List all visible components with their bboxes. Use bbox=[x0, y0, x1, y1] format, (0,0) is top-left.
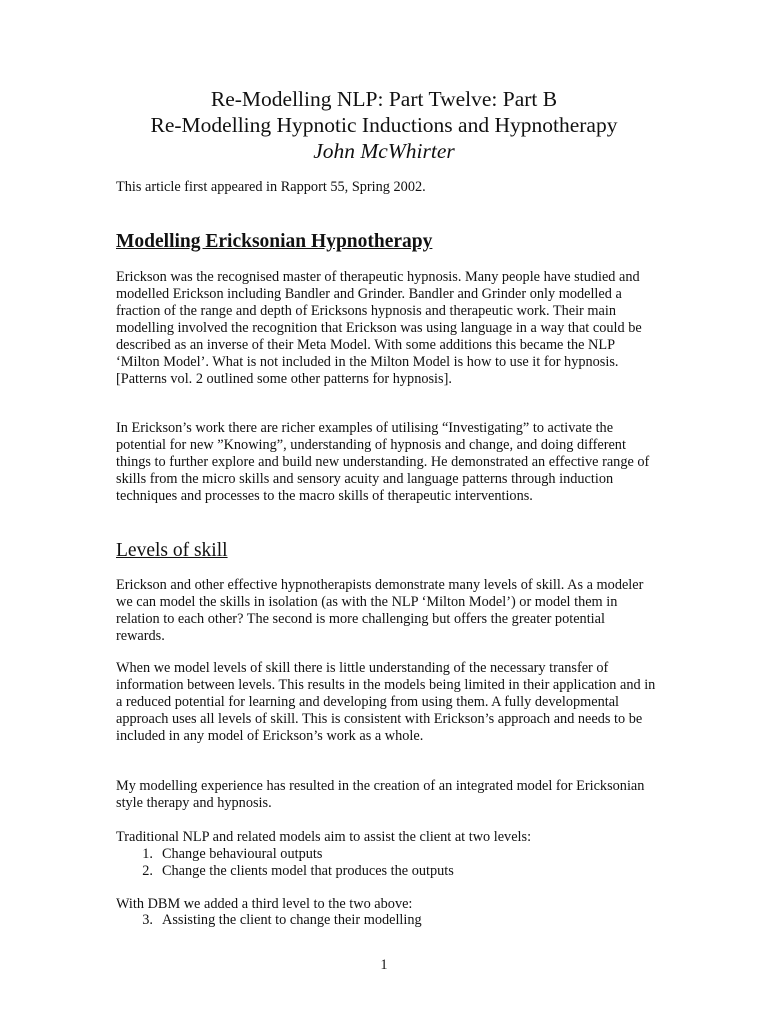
list-item-number: 2. bbox=[142, 863, 153, 879]
paragraph: My modelling experience has resulted in the creation of an integrated model for Ericksonian style therapy and hypnosis. bbox=[116, 778, 645, 811]
list-item-number: 1. bbox=[142, 846, 153, 862]
section-heading-levels: Levels of skill bbox=[116, 540, 228, 561]
list-item bbox=[116, 846, 656, 863]
numbered-list-dbm bbox=[116, 912, 656, 929]
paragraph: Traditional NLP and related models aim to assist the client at two levels: bbox=[116, 829, 532, 845]
list-item-text: Change behavioural outputs bbox=[162, 846, 323, 862]
list-item-text: Assisting the client to change their modelling bbox=[162, 912, 422, 928]
list-item bbox=[116, 863, 656, 880]
author-name: John McWhirter bbox=[313, 139, 455, 163]
paragraph: Erickson and other effective hypnotherapists demonstrate many levels of skill. As a modeler we can model the skills in isolation (as with the NLP ‘Milton Model’) or model them in relation to each other? The second is more challenging but offers the greater potential rewards. bbox=[116, 577, 644, 644]
page-number: 1 bbox=[380, 957, 388, 973]
title-line-2: Re-Modelling Hypnotic Inductions and Hypnotherapy bbox=[150, 113, 618, 137]
paragraph: In Erickson’s work there are richer examples of utilising “Investigating” to activate the potential for new ”Knowing”, understanding of hypnosis and change, and doing different things to further explore and build new understanding. He demonstrated an effective range of skills from the micro skills and sensory acuity and language patterns through induction techniques and processes to the macro skills of therapeutic interventions. bbox=[116, 420, 650, 504]
intro-note: This article first appeared in Rapport 55, Spring 2002. bbox=[116, 179, 426, 195]
paragraph: With DBM we added a third level to the two above: bbox=[116, 896, 413, 912]
numbered-list-levels bbox=[116, 846, 656, 880]
list-item-text: Change the clients model that produces the outputs bbox=[162, 863, 454, 879]
list-item-number: 3. bbox=[142, 912, 153, 928]
list-item bbox=[116, 912, 656, 929]
title-block bbox=[0, 86, 768, 164]
section-heading-modelling: Modelling Ericksonian Hypnotherapy bbox=[116, 231, 433, 252]
title-line-1: Re-Modelling NLP: Part Twelve: Part B bbox=[210, 87, 558, 111]
paragraph: Erickson was the recognised master of therapeutic hypnosis. Many people have studied and modelled Erickson including Bandler and Grinder. Bandler and Grinder only modelled a fraction of the range and depth of Ericksons hypnosis and therapeutic work. Their main modelling involved the recognition that Erickson was using language in a way that could be described as an inverse of their Meta Model. With some additions this became the NLP ‘Milton Model’. What is not included in the Milton Model is how to use it for hypnosis. [Patterns vol. 2 outlined some other patterns for hypnosis]. bbox=[116, 269, 642, 387]
paragraph: When we model levels of skill there is little understanding of the necessary transfer of information between levels. This results in the models being limited in their application and in a reduced potential for learning and developing from using them. A fully developmental approach uses all levels of skill. This is consistent with Erickson’s approach and needs to be included in any model of Erickson’s work as a whole. bbox=[116, 660, 656, 744]
